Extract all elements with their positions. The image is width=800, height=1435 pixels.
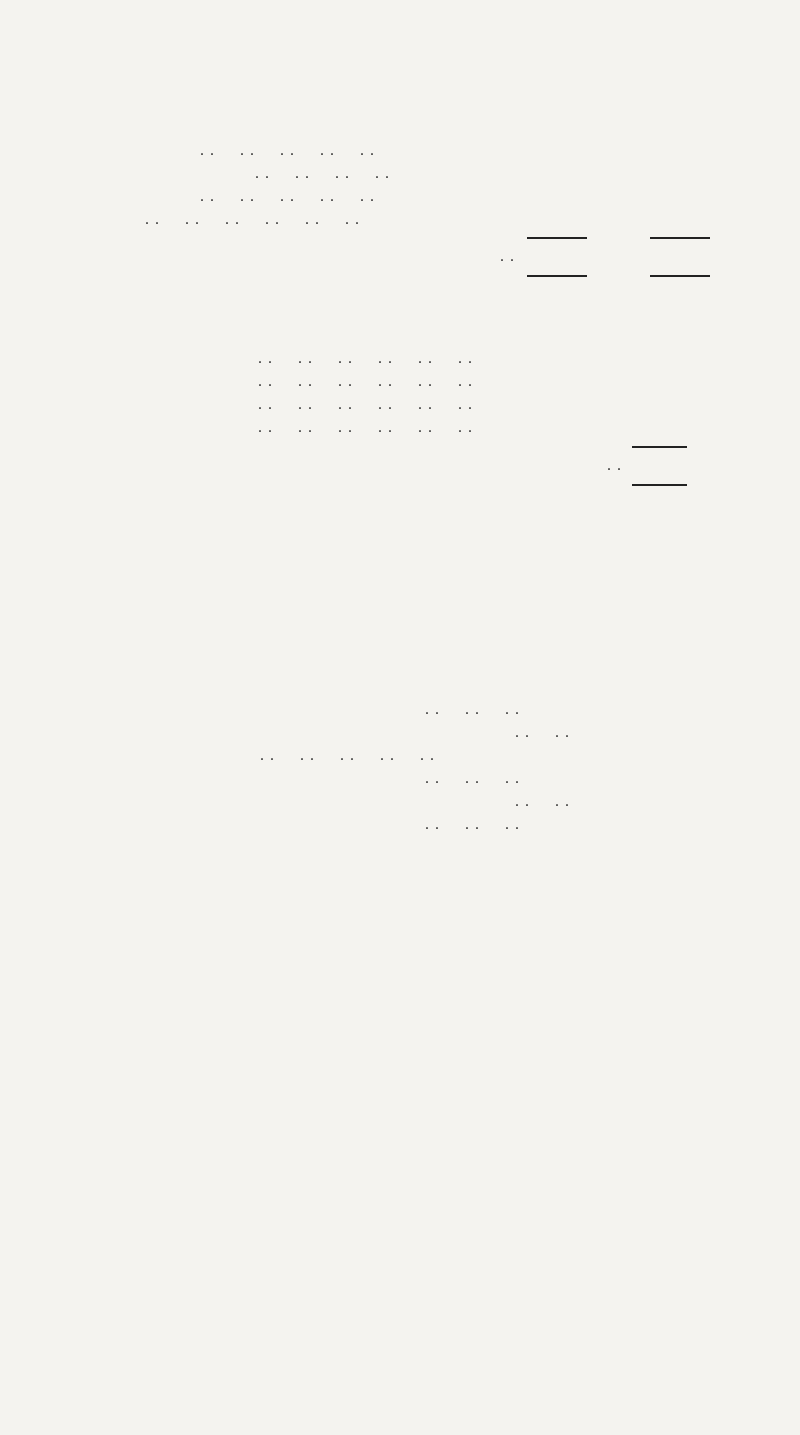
dot-leader: .. .. .. .. .. .. — [258, 373, 478, 390]
pm-total-underline-medico — [527, 275, 587, 277]
mo-total-underline — [632, 484, 687, 486]
pm-total-rule-path — [650, 237, 710, 239]
dot-leader: .. .. .. — [425, 701, 525, 718]
pm-total-underline-path — [650, 275, 710, 277]
dot-leader: .. .. .. .. .. — [260, 747, 440, 764]
dot-leader: .. .. .. .. .. — [200, 142, 380, 159]
dot-leader: .. .. .. .. .. .. — [258, 396, 478, 413]
mo-total-rule — [632, 446, 687, 448]
dot-leader: .. .. .. .. .. .. — [258, 419, 478, 436]
dot-leader: .. .. .. — [425, 770, 525, 787]
dot-leader: .. — [500, 248, 520, 265]
dot-leader: .. — [607, 457, 627, 474]
dot-leader: .. .. .. .. — [255, 165, 395, 182]
dot-leader: .. .. .. .. .. — [200, 188, 380, 205]
pm-total-rule-medico — [527, 237, 587, 239]
dot-leader: .. .. .. .. .. .. — [145, 211, 365, 228]
dot-leader: .. .. .. .. .. .. — [258, 350, 478, 367]
dot-leader: .. .. — [515, 793, 575, 810]
dot-leader: .. .. — [515, 724, 575, 741]
dot-leader: .. .. .. — [425, 816, 525, 833]
